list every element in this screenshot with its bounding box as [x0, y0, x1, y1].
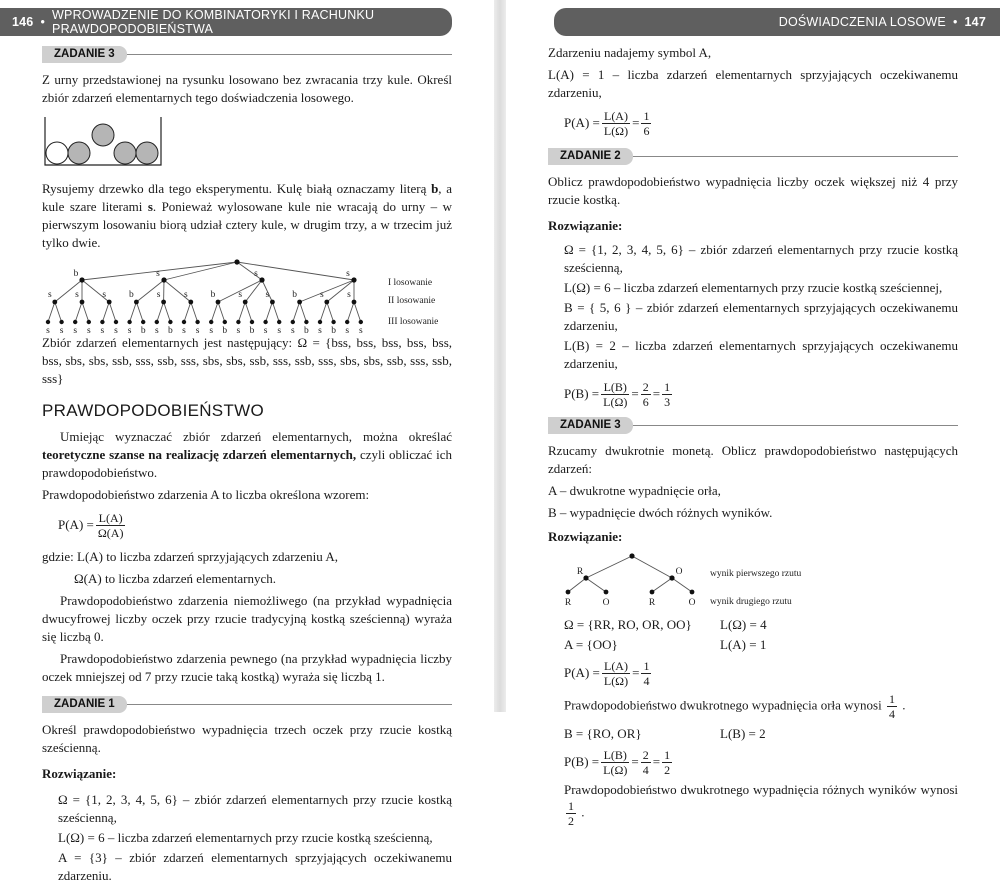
header-bullet: •: [40, 15, 45, 29]
task-label: ZADANIE 3: [548, 417, 633, 434]
header-bullet: •: [953, 15, 958, 29]
omega-ball-set: Zbiór zdarzeń elementarnych jest następujący: Ω = {bss, bss, bss, bss, bss, bss, sbs, sbs, ssb, sss, ssb, sss, sbs, sbs, ssb, sss, ssb, sss, sbs, sbs, ssb, sss, ssb, sss}: [42, 334, 452, 388]
task3-right-text-3: B – wypadnięcie dwóch różnych wyników.: [548, 504, 958, 522]
tree-node: [263, 320, 267, 324]
tree-node-label: b: [222, 326, 227, 336]
tree-level-label: II losowanie: [388, 296, 435, 306]
tree-node: [182, 320, 186, 324]
tree-edge: [109, 302, 116, 322]
pb-formula: P(B) = $\frac{L(B)}{L(\Omega)}$ = $\frac{2}{6}$ = $\frac{1}{3}$: [564, 377, 958, 411]
grey-ball: [92, 124, 114, 146]
tree-edge: [211, 302, 218, 322]
tree-edge: [586, 578, 606, 592]
tree-edge: [327, 302, 334, 322]
tree-node: [168, 320, 172, 324]
task2-line-3: B = { 5, 6 } – zbiór zdarzeń elementarnych sprzyjających oczekiwanemu zdarzeniu,: [564, 299, 958, 335]
tree-node-label: b: [250, 326, 255, 336]
tree-edge: [218, 302, 225, 322]
tree-node: [669, 575, 674, 580]
tree-node: [250, 320, 254, 324]
tree-level-label: wynik pierwszego rzutu: [710, 569, 802, 579]
tree-edge: [164, 262, 237, 280]
tree-node-label: s: [359, 326, 363, 336]
tree-node-label: s: [237, 326, 241, 336]
tree-node: [46, 320, 50, 324]
right-page-header: [554, 8, 1000, 36]
tree-node: [127, 320, 131, 324]
tree-edge: [568, 578, 586, 592]
tree-node-label: b: [304, 326, 309, 336]
tree-node: [277, 320, 281, 324]
tree-node: [604, 590, 609, 595]
tree-node: [359, 320, 363, 324]
tree-node-label: s: [114, 326, 118, 336]
tree-node-label: s: [320, 290, 324, 300]
tree-node-label: s: [73, 326, 77, 336]
task1-line-2: L(Ω) = 6 – liczba zdarzeń elementarnych przy rzucie kostką sześcienną,: [58, 829, 452, 847]
tree-node: [209, 320, 213, 324]
task-label: ZADANIE 1: [42, 696, 127, 713]
tree-edge: [347, 302, 354, 322]
ball-tree-diagram: [42, 256, 452, 334]
tree-node-label: s: [209, 326, 213, 336]
grey-ball: [114, 142, 136, 164]
tree-level-label: wynik drugiego rzutu: [710, 597, 792, 607]
tree-node: [80, 300, 85, 305]
tree-node-label: s: [75, 290, 79, 300]
tree-node-label: s: [48, 290, 52, 300]
tree-node: [79, 277, 84, 282]
tree-edge: [300, 302, 307, 322]
tree-node: [141, 320, 145, 324]
omega-row: Ω = {RR, RO, OR, OO} L(Ω) = 4: [564, 616, 958, 634]
tree-edge: [652, 578, 672, 592]
tree-edge: [136, 302, 143, 322]
tree-node: [324, 300, 329, 305]
tree-edge: [102, 302, 109, 322]
tree-node: [259, 277, 264, 282]
tree-node-label: O: [603, 598, 610, 608]
tree-edge: [293, 302, 300, 322]
tree-node-label: s: [254, 269, 258, 279]
tree-node: [331, 320, 335, 324]
tree-node: [345, 320, 349, 324]
tree-node: [583, 575, 588, 580]
coin-tree-diagram: [548, 550, 958, 610]
result-a: Prawdopodobieństwo dwukrotnego wypadnięcia orła wynosi $\frac{1}{4}$ .: [564, 692, 958, 721]
tree-node-label: s: [87, 326, 91, 336]
tree-node-label: O: [676, 567, 683, 577]
tree-edge: [157, 302, 164, 322]
right-page-number: 147: [965, 15, 986, 29]
tree-node-label: b: [168, 326, 173, 336]
tree-node-label: s: [128, 326, 132, 336]
tree-edge: [184, 302, 191, 322]
solution-label: Rozwiązanie:: [42, 765, 452, 783]
tree-node: [318, 320, 322, 324]
probability-formula: P(A) = $\frac{L(A)}{\Omega(A)}$: [58, 508, 452, 542]
task3-left-text: Z urny przedstawionej na rysunku losowano bez zwracania trzy kule. Określ zbiór zdarzeń elementarnych tego doświadczenia losowego.: [42, 71, 452, 107]
tree-edge: [48, 302, 55, 322]
task3-right-text-2: A – dwukrotne wypadnięcie orła,: [548, 482, 958, 500]
tree-edge: [238, 302, 245, 322]
tree-node: [566, 590, 571, 595]
pa-formula: P(A) = $\frac{L(A)}{L(\Omega)}$ = $\frac{1}{6}$: [564, 106, 958, 140]
task-label: ZADANIE 3: [42, 46, 127, 63]
tree-edge: [354, 302, 361, 322]
tree-node-label: O: [689, 598, 696, 608]
tree-node: [223, 320, 227, 324]
tree-edge: [266, 302, 273, 322]
task2-line-2: L(Ω) = 6 – liczba zdarzeń elementarnych przy rzucie kostką sześciennej,: [564, 279, 958, 297]
tree-node: [216, 300, 221, 305]
task3-right-text-1: Rzucamy dwukrotnie monetą. Oblicz prawdopodobieństwo następujących zdarzeń:: [548, 442, 958, 478]
tree-level-label: III losowanie: [388, 317, 438, 327]
tree-edge: [191, 302, 198, 322]
tree-node-label: s: [101, 326, 105, 336]
book-gutter: [494, 0, 506, 712]
tree-node-label: s: [156, 269, 160, 279]
continuation-line-1: Zdarzeniu nadajemy symbol A,: [548, 44, 958, 62]
tree-node: [52, 300, 57, 305]
coin-pa-formula: P(A) = $\frac{L(A)}{L(\Omega)}$ = $\frac{1}{4}$: [564, 656, 958, 690]
tree-node-label: s: [291, 326, 295, 336]
certain-event-text: Prawdopodobieństwo zdarzenia pewnego (na przykład wypadnięcia liczby oczek mniejszej od 7 przy rzucie taką kostką) wyraża się liczbą 1.: [42, 650, 452, 686]
tree-node-label: s: [196, 326, 200, 336]
task2-bar: [548, 148, 958, 165]
tree-node: [243, 300, 248, 305]
result-b: Prawdopodobieństwo dwukrotnego wypadnięcia różnych wyników wynosi $\frac{1}{2}$ .: [564, 781, 958, 828]
left-header-title: WPROWADZENIE DO KOMBINATORYKI I RACHUNKU PRAWDOPODOBIEŃSTWA: [52, 8, 452, 36]
tree-node: [155, 320, 159, 324]
impossible-event-text: Prawdopodobieństwo zdarzenia niemożliwego (na przykład wypadnięcia dwucyfrowej liczby oczek przy rzucie tradycyjną kostką sześcienną) wyraża się liczbą 0.: [42, 592, 452, 646]
tree-node: [297, 300, 302, 305]
tree-node-label: b: [211, 290, 216, 300]
tree-node-label: R: [577, 567, 584, 577]
tree-node-label: s: [345, 326, 349, 336]
probability-intro: Umiejąc wyznaczać zbiór zdarzeń elementarnych, można określać teoretyczne szanse na realizację zdarzeń elementarnych, czyli obliczać ich prawdopodobieństwo.: [42, 428, 452, 482]
tree-node: [188, 300, 193, 305]
tree-level-label: I losowanie: [388, 278, 432, 288]
task3-left-bar: [42, 46, 452, 63]
tree-node: [629, 553, 634, 558]
tree-node-label: s: [155, 326, 159, 336]
tree-node: [690, 590, 695, 595]
right-content: [548, 44, 958, 830]
section-title: PRAWDOPODOBIEŃSTWO: [42, 402, 452, 420]
grey-ball: [68, 142, 90, 164]
tree-node-label: b: [129, 290, 134, 300]
task1-bar: [42, 696, 452, 713]
tree-edge: [272, 302, 279, 322]
solution-label: Rozwiązanie:: [548, 217, 958, 235]
task2-line-1: Ω = {1, 2, 3, 4, 5, 6} – zbiór zdarzeń elementarnych przy rzucie kostką sześcienną,: [564, 241, 958, 277]
where-line-1: gdzie: L(A) to liczba zdarzeń sprzyjających zdarzeniu A,: [42, 548, 452, 566]
tree-edge: [300, 280, 354, 302]
tree-edge: [632, 556, 672, 578]
tree-node-label: s: [264, 326, 268, 336]
tree-edge: [82, 302, 89, 322]
tree-edge: [164, 302, 171, 322]
task1-line-3: A = {3} – zbiór zdarzeń elementarnych sprzyjających oczekiwanemu zdarzeniu.: [58, 849, 452, 885]
left-page-header: [0, 8, 452, 36]
tree-node: [114, 320, 118, 324]
tree-node: [87, 320, 91, 324]
tree-node-label: b: [292, 290, 297, 300]
task1-text: Określ prawdopodobieństwo wypadnięcia trzech oczek przy rzucie kostką sześcienną.: [42, 721, 452, 757]
task3-right-bar: [548, 417, 958, 434]
tree-intro: Rysujemy drzewko dla tego eksperymentu. Kulę białą oznaczamy literą b, a kule szare literami s. Ponieważ wylosowane kule nie wracają do urny – w pierwszym losowaniu biorą udział cztery kule, w drugim trzy, a w trzecim już tylko dwie.: [42, 180, 452, 252]
tree-edge: [245, 302, 252, 322]
tree-edge: [320, 302, 327, 322]
continuation-line-2: L(A) = 1 – liczba zdarzeń elementarnych sprzyjających oczekiwanemu zdarzeniu,: [548, 66, 958, 102]
tree-edge: [55, 302, 62, 322]
grey-ball: [136, 142, 158, 164]
tree-node: [291, 320, 295, 324]
tree-node: [161, 277, 166, 282]
tree-node-label: R: [649, 598, 656, 608]
left-page: [0, 0, 494, 712]
tree-edge: [130, 302, 137, 322]
tree-node-label: b: [74, 269, 79, 279]
task1-line-1: Ω = {1, 2, 3, 4, 5, 6} – zbiór zdarzeń elementarnych przy rzucie kostką sześcienną,: [58, 791, 452, 827]
tree-node: [352, 300, 357, 305]
tree-node-label: b: [331, 326, 336, 336]
tree-node-label: s: [238, 290, 242, 300]
tree-node-label: b: [141, 326, 146, 336]
task-label: ZADANIE 2: [548, 148, 633, 165]
tree-node-label: s: [318, 326, 322, 336]
tree-node-label: s: [346, 269, 350, 279]
definition-line: Prawdopodobieństwo zdarzenia A to liczba określona wzorem:: [42, 486, 452, 504]
tree-node-label: s: [266, 290, 270, 300]
tree-node: [59, 320, 63, 324]
right-page: [506, 0, 1000, 712]
urn-figure: [44, 115, 162, 167]
tree-node-label: s: [184, 290, 188, 300]
tree-node: [351, 277, 356, 282]
tree-node-label: R: [565, 598, 572, 608]
tree-node: [195, 320, 199, 324]
solution-label: Rozwiązanie:: [548, 528, 958, 546]
tree-node: [107, 300, 112, 305]
tree-node: [270, 300, 275, 305]
tree-edge: [245, 280, 262, 302]
tree-node: [100, 320, 104, 324]
tree-node: [650, 590, 655, 595]
coin-pb-formula: P(B) = $\frac{L(B)}{L(\Omega)}$ = $\frac{2}{4}$ = $\frac{1}{2}$: [564, 745, 958, 779]
left-page-number: 146: [12, 15, 33, 29]
tree-node-label: s: [46, 326, 50, 336]
tree-node-label: s: [102, 290, 106, 300]
tree-node: [161, 300, 166, 305]
left-content: [42, 44, 452, 887]
tree-node-label: s: [182, 326, 186, 336]
tree-edge: [75, 302, 82, 322]
tree-node: [134, 300, 139, 305]
right-header-title: DOŚWIADCZENIA LOSOWE: [779, 15, 946, 29]
tree-node: [234, 259, 239, 264]
tree-node-label: s: [60, 326, 64, 336]
tree-node-label: s: [157, 290, 161, 300]
tree-node: [236, 320, 240, 324]
white-ball: [46, 142, 68, 164]
tree-node-label: s: [347, 290, 351, 300]
tree-node: [304, 320, 308, 324]
tree-edge: [672, 578, 692, 592]
tree-edge: [586, 556, 632, 578]
a-set-row: A = {OO} L(A) = 1: [564, 636, 958, 654]
tree-node-label: s: [277, 326, 281, 336]
task2-line-4: L(B) = 2 – liczba zdarzeń elementarnych sprzyjających oczekiwanemu zdarzeniu,: [564, 337, 958, 373]
b-set-row: B = {RO, OR} L(B) = 2: [564, 725, 958, 743]
task2-text: Oblicz prawdopodobieństwo wypadnięcia liczby oczek większej niż 4 przy rzucie kostką.: [548, 173, 958, 209]
tree-node: [73, 320, 77, 324]
where-line-2: Ω(A) to liczba zdarzeń elementarnych.: [42, 570, 452, 588]
tree-edge: [237, 262, 262, 280]
